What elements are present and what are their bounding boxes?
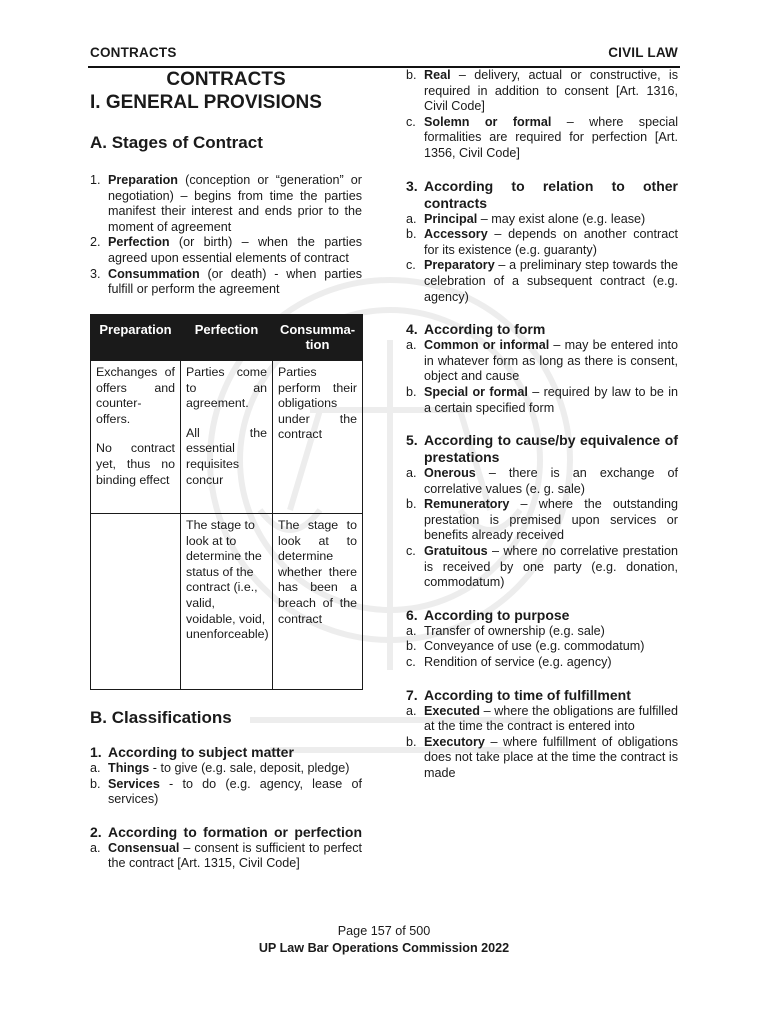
list-item: b. Services - to do (e.g. agency, lease of services) bbox=[90, 776, 362, 807]
list-item: 1. Preparation (conception or “generation” or negotiation) – begins from time the parties manifest their interest and ends prior to the moment of agreement bbox=[90, 173, 362, 234]
table-cell: Exchanges of offers and counter-offers. No contract yet, thus no binding effect bbox=[91, 360, 181, 513]
list-item: b. Executory – where fulfillment of obligations does not take place at the time the contract is made bbox=[406, 734, 678, 780]
list-item: a. Principal – may exist alone (e.g. lease) bbox=[406, 211, 646, 226]
list-item: a. Things - to give (e.g. sale, deposit, pledge) bbox=[90, 760, 350, 775]
column-header: Perfection bbox=[181, 314, 273, 360]
column-header: Preparation bbox=[91, 314, 181, 360]
list-item: 3. Consummation (or death) - when parties fulfill or perform the agreement bbox=[90, 266, 362, 297]
section-b-title: B. Classifications bbox=[90, 707, 232, 727]
table-row bbox=[91, 360, 363, 513]
right-column bbox=[406, 68, 678, 782]
subheading: 6. According to purpose bbox=[406, 606, 570, 623]
list-item: a. Onerous – there is an exchange of correlative values (e. g. sale) bbox=[406, 466, 678, 496]
column-header: Consumma-tion bbox=[273, 314, 363, 360]
classification-list bbox=[406, 704, 678, 782]
table-cell: The stage to look at to determine whether there has been a breach of the contract bbox=[273, 513, 363, 689]
table-cell: Parties come to an agreement. All the essential requisites concur bbox=[181, 360, 273, 513]
page-number: Page 157 of 500 bbox=[337, 924, 431, 938]
list-item: b. Real – delivery, actual or constructive, is required in addition to consent [Art. 1316, Civil Code] bbox=[406, 68, 678, 114]
classification-list bbox=[406, 466, 678, 591]
list-item: c. Rendition of service (e.g. agency) bbox=[406, 655, 612, 670]
page-footer bbox=[0, 923, 768, 957]
list-item: b. Conveyance of use (e.g. commodatum) bbox=[406, 639, 645, 654]
classification-list bbox=[90, 841, 362, 872]
list-item: b. Accessory – depends on another contract for its existence (e.g. guaranty) bbox=[406, 227, 678, 257]
classification-list bbox=[406, 338, 678, 416]
part-title: I. GENERAL PROVISIONS bbox=[90, 92, 322, 113]
list-item: 2. Perfection (or birth) – when the parties agreed upon essential elements of contract bbox=[90, 235, 362, 265]
list-item: b. Special or formal – required by law to be in a certain specified form bbox=[406, 384, 678, 415]
subheading: 7. According to time of fulfillment bbox=[406, 686, 631, 703]
section-a-title: A. Stages of Contract bbox=[90, 133, 263, 152]
list-item: a. Transfer of ownership (e.g. sale) bbox=[406, 623, 605, 638]
classification-list bbox=[406, 68, 678, 162]
table-row bbox=[91, 513, 363, 689]
subheading: 4. According to form bbox=[406, 321, 546, 338]
table-header-row bbox=[91, 314, 363, 360]
classification-list bbox=[406, 212, 678, 306]
subheading: 1. According to subject matter bbox=[90, 743, 294, 760]
stages-list bbox=[90, 173, 362, 298]
subheading: 2. According to formation or perfection bbox=[90, 823, 362, 840]
stages-table bbox=[90, 314, 363, 690]
header-left: CONTRACTS bbox=[90, 45, 177, 60]
footer-organization: UP Law Bar Operations Commission 2022 bbox=[258, 941, 510, 955]
table-cell: The stage to look at to determine the status of the contract (i.e., valid, voidable, void, unenforceable) bbox=[181, 513, 273, 689]
list-item: c. Gratuitous – where no correlative prestation is received by one party (e.g. donation, commodatum) bbox=[406, 544, 678, 590]
list-item: c. Preparatory – a preliminary step towards the celebration of a subsequent contract (e.g. agency) bbox=[406, 258, 678, 304]
classification-list bbox=[90, 761, 362, 808]
list-item: a. Executed – where the obligations are fulfilled at the time the contract is entered into bbox=[406, 703, 678, 734]
left-column bbox=[90, 68, 362, 872]
table-cell bbox=[91, 513, 181, 689]
header-right: CIVIL LAW bbox=[608, 45, 678, 60]
list-item: a. Common or informal – may be entered into in whatever form as long as there is consent, object and cause bbox=[406, 338, 678, 384]
document-title: CONTRACTS bbox=[166, 69, 286, 90]
list-item: c. Solemn or formal – where special formalities are required for perfection [Art. 1356, Civil Code] bbox=[406, 114, 678, 160]
subheading: 3. According to relation to other contracts bbox=[406, 177, 678, 211]
subheading: 5. According to cause/by equivalence of prestations bbox=[406, 432, 678, 466]
table-cell: Parties perform their obligations under the contract bbox=[273, 360, 363, 513]
running-header bbox=[90, 45, 678, 65]
classification-list bbox=[406, 624, 678, 671]
list-item: b. Remuneratory – where the outstanding prestation is premised upon services or benefits already received bbox=[406, 497, 678, 543]
list-item: a. Consensual – consent is sufficient to perfect the contract [Art. 1315, Civil Code] bbox=[90, 840, 362, 871]
